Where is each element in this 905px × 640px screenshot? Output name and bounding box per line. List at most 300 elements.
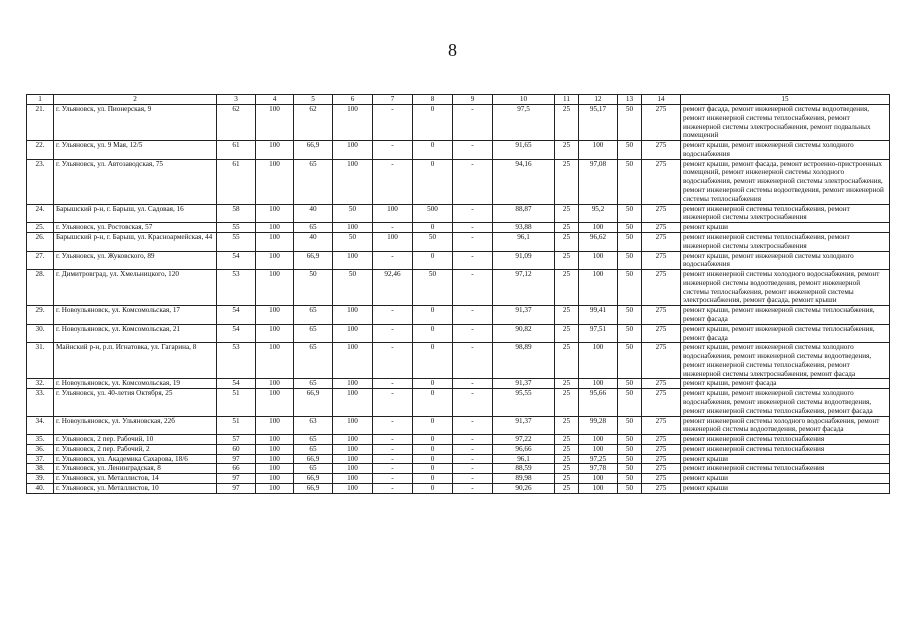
value-cell: 97,5	[493, 105, 555, 141]
value-cell: -	[373, 435, 413, 445]
value-cell: 100	[256, 324, 294, 343]
table-row	[27, 159, 890, 204]
value-cell: -	[453, 324, 493, 343]
table-row	[27, 454, 890, 464]
value-cell: 100	[579, 270, 618, 306]
column-number-cell: 9	[453, 95, 493, 105]
value-cell: 100	[579, 379, 618, 389]
row-number-cell: 35.	[27, 435, 54, 445]
column-number-cell: 1	[27, 95, 54, 105]
works-description-cell: ремонт инженерной системы теплоснабжения, ремонт инженерной системы электроснабжения	[681, 232, 890, 251]
value-cell: 91,37	[493, 379, 555, 389]
address-cell: г. Ульяновск, ул. Автозаводская, 75	[54, 159, 217, 204]
value-cell: 100	[256, 474, 294, 484]
column-number-cell: 10	[493, 95, 555, 105]
value-cell: 50	[618, 270, 642, 306]
works-description-cell: ремонт крыши, ремонт фасада	[681, 379, 890, 389]
value-cell: 100	[256, 435, 294, 445]
column-number-cell: 4	[256, 95, 294, 105]
value-cell: 275	[642, 454, 681, 464]
value-cell: 50	[618, 484, 642, 494]
value-cell: 275	[642, 416, 681, 435]
value-cell: 0	[413, 105, 453, 141]
value-cell: 91,37	[493, 416, 555, 435]
value-cell: 50	[618, 389, 642, 416]
value-cell: -	[373, 343, 413, 379]
table-row	[27, 416, 890, 435]
works-description-cell: ремонт крыши, ремонт инженерной системы холодного водоснабжения	[681, 141, 890, 160]
value-cell: 100	[256, 159, 294, 204]
value-cell: 275	[642, 204, 681, 223]
works-description-cell: ремонт инженерной системы холодного водоснабжения, ремонт инженерной системы водоотведения, ремонт фасада	[681, 416, 890, 435]
value-cell: -	[453, 159, 493, 204]
value-cell: 50	[294, 270, 333, 306]
row-number-cell: 29.	[27, 306, 54, 325]
value-cell: -	[453, 251, 493, 270]
value-cell: 100	[579, 444, 618, 454]
value-cell: -	[453, 464, 493, 474]
column-number-cell: 8	[413, 95, 453, 105]
value-cell: 100	[256, 232, 294, 251]
value-cell: 100	[256, 251, 294, 270]
value-cell: 60	[217, 444, 256, 454]
row-number-cell: 33.	[27, 389, 54, 416]
value-cell: 275	[642, 159, 681, 204]
value-cell: 100	[256, 105, 294, 141]
value-cell: -	[373, 223, 413, 233]
value-cell: 25	[555, 444, 579, 454]
works-description-cell: ремонт крыши, ремонт инженерной системы холодного водоснабжения	[681, 251, 890, 270]
value-cell: 50	[618, 159, 642, 204]
value-cell: 0	[413, 223, 453, 233]
value-cell: -	[453, 416, 493, 435]
value-cell: 66,9	[294, 389, 333, 416]
value-cell: 100	[256, 141, 294, 160]
works-description-cell: ремонт инженерной системы холодного водоснабжения, ремонт инженерной системы водоотведения, ремонт инженерной системы теплоснабжения, ремонт инженерной системы электроснабжения, ремонт фасада, ремонт крыши	[681, 270, 890, 306]
address-cell: г. Новоульяновск, ул. Комсомольская, 17	[54, 306, 217, 325]
page-number: 8	[448, 40, 457, 60]
value-cell: 25	[555, 306, 579, 325]
value-cell: 97,78	[579, 464, 618, 474]
value-cell: 0	[413, 324, 453, 343]
value-cell: 95,55	[493, 389, 555, 416]
row-number-cell: 31.	[27, 343, 54, 379]
value-cell: 25	[555, 105, 579, 141]
column-number-cell: 14	[642, 95, 681, 105]
works-description-cell: ремонт крыши, ремонт инженерной системы теплоснабжения, ремонт фасада	[681, 324, 890, 343]
column-number-cell: 11	[555, 95, 579, 105]
value-cell: 61	[217, 141, 256, 160]
value-cell: 50	[618, 379, 642, 389]
value-cell: 100	[333, 484, 373, 494]
value-cell: 53	[217, 270, 256, 306]
value-cell: 62	[217, 105, 256, 141]
value-cell: 93,88	[493, 223, 555, 233]
value-cell: 100	[256, 444, 294, 454]
value-cell: -	[373, 484, 413, 494]
value-cell: 25	[555, 141, 579, 160]
row-number-cell: 23.	[27, 159, 54, 204]
address-cell: Барышский р-н, г. Барыш, ул. Садовая, 16	[54, 204, 217, 223]
value-cell: -	[453, 204, 493, 223]
value-cell: 275	[642, 379, 681, 389]
value-cell: -	[453, 444, 493, 454]
value-cell: 55	[217, 223, 256, 233]
value-cell: 100	[256, 204, 294, 223]
value-cell: 58	[217, 204, 256, 223]
value-cell: 275	[642, 324, 681, 343]
value-cell: 53	[217, 343, 256, 379]
value-cell: 40	[294, 204, 333, 223]
value-cell: 97	[217, 484, 256, 494]
value-cell: 25	[555, 324, 579, 343]
value-cell: 25	[555, 159, 579, 204]
value-cell: 66	[217, 464, 256, 474]
value-cell: 61	[217, 159, 256, 204]
value-cell: 25	[555, 204, 579, 223]
works-description-cell: ремонт крыши	[681, 223, 890, 233]
value-cell: 0	[413, 306, 453, 325]
address-cell: г. Ульяновск, ул. 9 Мая, 12/5	[54, 141, 217, 160]
value-cell: 62	[294, 105, 333, 141]
value-cell: 25	[555, 343, 579, 379]
value-cell: 100	[579, 484, 618, 494]
row-number-cell: 28.	[27, 270, 54, 306]
table-row	[27, 141, 890, 160]
value-cell: 95,66	[579, 389, 618, 416]
value-cell: -	[453, 379, 493, 389]
value-cell: 25	[555, 232, 579, 251]
value-cell: 94,16	[493, 159, 555, 204]
value-cell: 66,9	[294, 454, 333, 464]
value-cell: 54	[217, 379, 256, 389]
value-cell: 92,46	[373, 270, 413, 306]
table-row	[27, 444, 890, 454]
value-cell: 65	[294, 343, 333, 379]
value-cell: 0	[413, 379, 453, 389]
value-cell: 100	[579, 251, 618, 270]
value-cell: -	[453, 232, 493, 251]
header-row	[27, 95, 890, 105]
value-cell: 100	[256, 416, 294, 435]
row-number-cell: 37.	[27, 454, 54, 464]
works-description-cell: ремонт крыши, ремонт инженерной системы холодного водоснабжения, ремонт инженерной системы водоотведения, ремонт инженерной системы теплоснабжения, ремонт фасада	[681, 389, 890, 416]
value-cell: 100	[579, 474, 618, 484]
value-cell: -	[373, 306, 413, 325]
value-cell: 100	[256, 464, 294, 474]
value-cell: -	[373, 454, 413, 464]
row-number-cell: 36.	[27, 444, 54, 454]
value-cell: 25	[555, 379, 579, 389]
address-cell: г. Ульяновск, ул. Академика Сахарова, 18/6	[54, 454, 217, 464]
address-cell: г. Новоульяновск, ул. Ульяновская, 22б	[54, 416, 217, 435]
works-description-cell: ремонт крыши, ремонт фасада, ремонт встроенно-пристроенных помещений, ремонт инженерной системы холодного водоснабжения, ремонт инженерной системы электроснабжения, ремонт инженерной системы водоотведения, ремонт инженерной системы теплоснабжения	[681, 159, 890, 204]
value-cell: -	[373, 416, 413, 435]
value-cell: 100	[333, 159, 373, 204]
value-cell: 275	[642, 484, 681, 494]
value-cell: 40	[294, 232, 333, 251]
table-row	[27, 232, 890, 251]
works-description-cell: ремонт крыши, ремонт инженерной системы холодного водоснабжения, ремонт инженерной системы водоотведения, ремонт инженерной системы теплоснабжения, ремонт инженерной системы электроснабжения, ремонт фасада	[681, 343, 890, 379]
value-cell: 50	[618, 454, 642, 464]
value-cell: 96,62	[579, 232, 618, 251]
value-cell: 25	[555, 223, 579, 233]
address-cell: г. Ульяновск, ул. Ленинградская, 8	[54, 464, 217, 474]
value-cell: 25	[555, 435, 579, 445]
value-cell: 97	[217, 474, 256, 484]
value-cell: 0	[413, 416, 453, 435]
value-cell: 0	[413, 464, 453, 474]
value-cell: -	[373, 389, 413, 416]
column-number-cell: 5	[294, 95, 333, 105]
value-cell: 100	[373, 232, 413, 251]
value-cell: 50	[618, 435, 642, 445]
value-cell: 65	[294, 464, 333, 474]
address-cell: г. Ульяновск, ул. 40-летия Октября, 25	[54, 389, 217, 416]
value-cell: 66,9	[294, 484, 333, 494]
row-number-cell: 24.	[27, 204, 54, 223]
table-row	[27, 324, 890, 343]
value-cell: 65	[294, 435, 333, 445]
value-cell: 51	[217, 389, 256, 416]
value-cell: -	[453, 389, 493, 416]
value-cell: 275	[642, 232, 681, 251]
value-cell: 66,9	[294, 141, 333, 160]
value-cell: 50	[618, 251, 642, 270]
value-cell: 90,82	[493, 324, 555, 343]
address-cell: г. Димитровград, ул. Хмельницкого, 120	[54, 270, 217, 306]
value-cell: 89,98	[493, 474, 555, 484]
value-cell: 100	[579, 223, 618, 233]
table-row	[27, 306, 890, 325]
value-cell: 50	[618, 324, 642, 343]
value-cell: -	[453, 141, 493, 160]
value-cell: 0	[413, 389, 453, 416]
row-number-cell: 25.	[27, 223, 54, 233]
value-cell: 25	[555, 484, 579, 494]
value-cell: -	[453, 435, 493, 445]
value-cell: 63	[294, 416, 333, 435]
value-cell: 0	[413, 141, 453, 160]
value-cell: 51	[217, 416, 256, 435]
row-number-cell: 38.	[27, 464, 54, 474]
value-cell: 100	[256, 343, 294, 379]
value-cell: 54	[217, 324, 256, 343]
value-cell: -	[453, 270, 493, 306]
row-number-cell: 21.	[27, 105, 54, 141]
value-cell: 275	[642, 464, 681, 474]
works-description-cell: ремонт инженерной системы теплоснабжения	[681, 464, 890, 474]
table-row	[27, 223, 890, 233]
value-cell: -	[373, 464, 413, 474]
value-cell: 100	[333, 105, 373, 141]
value-cell: -	[453, 343, 493, 379]
works-description-cell: ремонт крыши	[681, 454, 890, 464]
value-cell: 65	[294, 159, 333, 204]
row-number-cell: 34.	[27, 416, 54, 435]
value-cell: -	[453, 223, 493, 233]
table-row	[27, 464, 890, 474]
value-cell: -	[453, 105, 493, 141]
value-cell: 100	[333, 474, 373, 484]
row-number-cell: 39.	[27, 474, 54, 484]
value-cell: -	[373, 474, 413, 484]
address-cell: г. Ульяновск, 2 пер. Рабочий, 10	[54, 435, 217, 445]
column-number-cell: 15	[681, 95, 890, 105]
value-cell: 96,1	[493, 232, 555, 251]
value-cell: -	[373, 379, 413, 389]
table-row	[27, 379, 890, 389]
column-number-cell: 6	[333, 95, 373, 105]
value-cell: -	[373, 444, 413, 454]
value-cell: 500	[413, 204, 453, 223]
value-cell: 100	[256, 270, 294, 306]
value-cell: 100	[333, 464, 373, 474]
value-cell: -	[373, 141, 413, 160]
value-cell: 50	[618, 105, 642, 141]
table-row	[27, 204, 890, 223]
value-cell: 50	[413, 232, 453, 251]
value-cell: 0	[413, 474, 453, 484]
table-row	[27, 484, 890, 494]
table-row	[27, 343, 890, 379]
table-row	[27, 435, 890, 445]
value-cell: 50	[618, 204, 642, 223]
value-cell: 100	[256, 306, 294, 325]
column-number-cell: 7	[373, 95, 413, 105]
column-number-cell: 3	[217, 95, 256, 105]
address-cell: г. Ульяновск, ул. Ростовская, 57	[54, 223, 217, 233]
value-cell: 65	[294, 444, 333, 454]
table-row	[27, 251, 890, 270]
column-number-cell: 2	[54, 95, 217, 105]
address-cell: г. Ульяновск, ул. Металлистов, 14	[54, 474, 217, 484]
value-cell: 275	[642, 474, 681, 484]
value-cell: 50	[413, 270, 453, 306]
works-description-cell: ремонт инженерной системы теплоснабжения	[681, 444, 890, 454]
address-cell: г. Ульяновск, ул. Жуковского, 89	[54, 251, 217, 270]
address-cell: г. Новоульяновск, ул. Комсомольская, 21	[54, 324, 217, 343]
value-cell: 65	[294, 223, 333, 233]
value-cell: 0	[413, 484, 453, 494]
value-cell: 25	[555, 464, 579, 474]
value-cell: 100	[579, 141, 618, 160]
value-cell: 50	[618, 416, 642, 435]
address-cell: г. Ульяновск, 2 пер. Рабочий, 2	[54, 444, 217, 454]
value-cell: 100	[333, 223, 373, 233]
value-cell: 275	[642, 343, 681, 379]
value-cell: 100	[333, 435, 373, 445]
value-cell: 97,22	[493, 435, 555, 445]
table-row	[27, 474, 890, 484]
value-cell: 275	[642, 270, 681, 306]
value-cell: -	[373, 324, 413, 343]
value-cell: 97,51	[579, 324, 618, 343]
value-cell: 50	[618, 232, 642, 251]
value-cell: 95,2	[579, 204, 618, 223]
value-cell: 275	[642, 435, 681, 445]
value-cell: 100	[333, 444, 373, 454]
value-cell: 25	[555, 251, 579, 270]
value-cell: 25	[555, 389, 579, 416]
value-cell: 55	[217, 232, 256, 251]
value-cell: 25	[555, 474, 579, 484]
value-cell: 275	[642, 306, 681, 325]
value-cell: 100	[333, 416, 373, 435]
value-cell: 98,89	[493, 343, 555, 379]
works-description-cell: ремонт фасада, ремонт инженерной системы водоотведения, ремонт инженерной системы теплоснабжения, ремонт инженерной системы электроснабжения, ремонт подвальных помещений	[681, 105, 890, 141]
value-cell: 275	[642, 444, 681, 454]
table-row	[27, 389, 890, 416]
value-cell: -	[373, 251, 413, 270]
value-cell: -	[373, 159, 413, 204]
value-cell: 100	[373, 204, 413, 223]
value-cell: 100	[256, 223, 294, 233]
row-number-cell: 30.	[27, 324, 54, 343]
value-cell: 50	[618, 343, 642, 379]
value-cell: 100	[256, 389, 294, 416]
value-cell: 65	[294, 306, 333, 325]
value-cell: 50	[618, 444, 642, 454]
column-number-cell: 13	[618, 95, 642, 105]
value-cell: 97	[217, 454, 256, 464]
value-cell: 25	[555, 270, 579, 306]
value-cell: 57	[217, 435, 256, 445]
works-description-cell: ремонт инженерной системы теплоснабжения	[681, 435, 890, 445]
value-cell: 275	[642, 105, 681, 141]
address-cell: Барышский р-н, г. Барыш, ул. Красноармейская, 44	[54, 232, 217, 251]
value-cell: 66,9	[294, 474, 333, 484]
row-number-cell: 40.	[27, 484, 54, 494]
value-cell: 91,37	[493, 306, 555, 325]
table-row	[27, 270, 890, 306]
value-cell: 97,08	[579, 159, 618, 204]
value-cell: 25	[555, 416, 579, 435]
value-cell: 50	[618, 141, 642, 160]
value-cell: 100	[256, 484, 294, 494]
value-cell: 66,9	[294, 251, 333, 270]
value-cell: 0	[413, 251, 453, 270]
works-description-cell: ремонт инженерной системы теплоснабжения, ремонт инженерной системы электроснабжения	[681, 204, 890, 223]
value-cell: 100	[579, 435, 618, 445]
value-cell: 25	[555, 454, 579, 464]
works-description-cell: ремонт крыши	[681, 484, 890, 494]
value-cell: 96,66	[493, 444, 555, 454]
value-cell: -	[453, 474, 493, 484]
value-cell: 91,09	[493, 251, 555, 270]
address-cell: Майнский р-н, р.п. Игнатовка, ул. Гагарина, 8	[54, 343, 217, 379]
value-cell: 50	[618, 474, 642, 484]
value-cell: 100	[333, 324, 373, 343]
value-cell: 50	[333, 270, 373, 306]
row-number-cell: 22.	[27, 141, 54, 160]
value-cell: 50	[333, 232, 373, 251]
value-cell: 50	[333, 204, 373, 223]
value-cell: 99,28	[579, 416, 618, 435]
address-cell: г. Новоульяновск, ул. Комсомольская, 19	[54, 379, 217, 389]
value-cell: 100	[333, 343, 373, 379]
value-cell: 50	[618, 223, 642, 233]
value-cell: 91,65	[493, 141, 555, 160]
value-cell: 100	[333, 141, 373, 160]
value-cell: 0	[413, 159, 453, 204]
value-cell: 0	[413, 454, 453, 464]
value-cell: 100	[333, 454, 373, 464]
value-cell: 96,1	[493, 454, 555, 464]
row-number-cell: 32.	[27, 379, 54, 389]
value-cell: 100	[256, 454, 294, 464]
value-cell: 100	[579, 343, 618, 379]
